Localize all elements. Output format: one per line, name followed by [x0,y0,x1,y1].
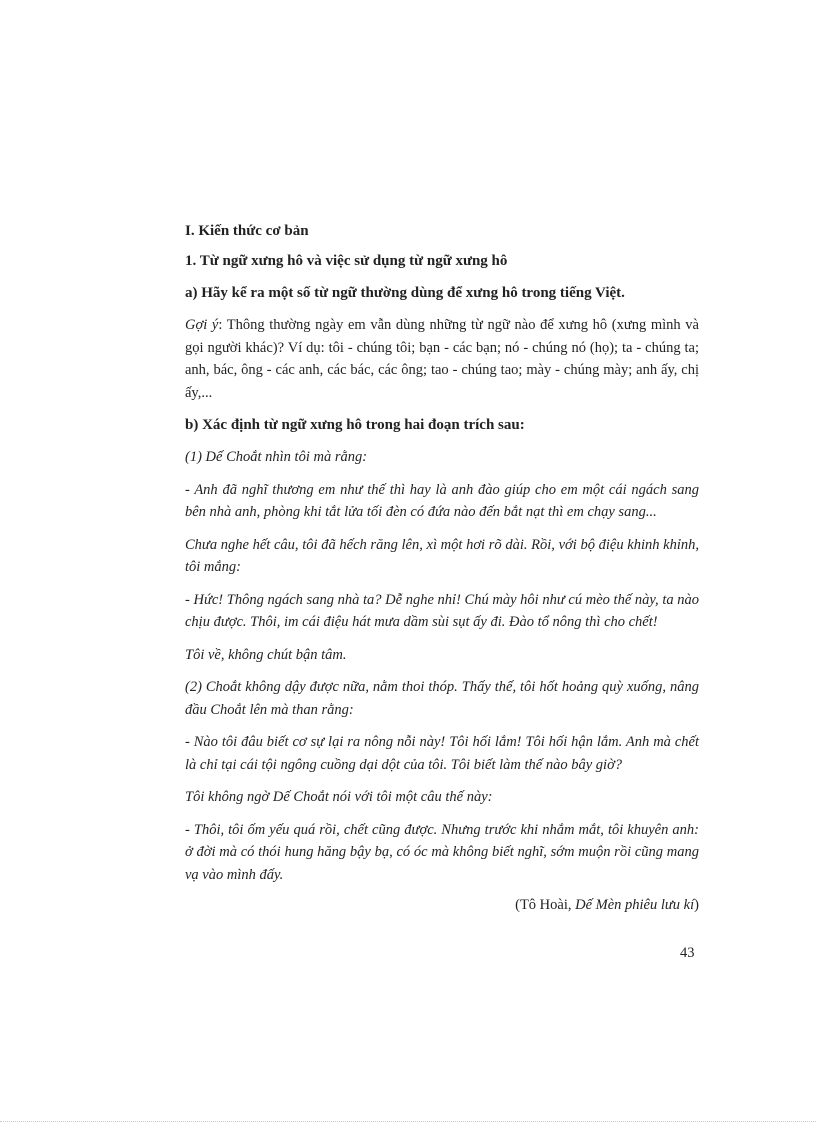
hint-label: Gợi ý [185,317,219,333]
passage1-line: - Anh đã nghĩ thương em như thế thì hay là anh đào giúp cho em một cái ngách sang bên nhà anh, phòng khi tắt lửa tối đèn có đứa nào đến bắt nạt thì em chạy sang... [185,481,699,520]
passage1-line: (1) Dế Choắt nhìn tôi mà rằng: [185,449,368,465]
source-prefix: (Tô Hoài, [515,897,576,913]
hint-paragraph [185,314,699,404]
passage1-line: Chưa nghe hết câu, tôi đã hếch răng lên, xì một hơi rõ dài. Rồi, với bộ điệu khinh khỉnh, tôi mắng: [185,536,699,575]
source-citation [185,894,699,916]
source-suffix: ) [694,897,699,913]
passage2-line: - Nào tôi đâu biết cơ sự lại ra nông nỗi này! Tôi hối lắm! Tôi hối hận lắm. Anh mà chết là chỉ tại cái tội ngông cuồng dại dột của tôi. Tôi biết làm thế nào bây giờ? [185,734,699,773]
passage2-line: Tôi không ngờ Dế Choắt nói với tôi một câu thế này: [185,789,493,805]
task-b-heading: b) Xác định từ ngữ xưng hô trong hai đoạn trích sau: [185,417,525,433]
task-a-heading: a) Hãy kể ra một số từ ngữ thường dùng để xưng hô trong tiếng Việt. [185,285,625,301]
hint-text: : Thông thường ngày em vẫn dùng những từ ngữ nào để xưng hô (xưng mình và gọi người khác)? Ví dụ: tôi - chúng tôi; bạn - các bạn; nó - chúng nó (họ); ta - chúng ta; anh, bác, ông - các anh, các bác, các ông; tao - chúng tao; mày - chúng mày; anh ấy, chị ấy,... [185,317,699,401]
passage2-line: - Thôi, tôi ốm yếu quá rồi, chết cũng được. Nhưng trước khi nhắm mắt, tôi khuyên anh: ở đời mà có thói hung hăng bậy bạ, có óc mà không biết nghĩ, sớm muộn rồi cũng mang vạ vào mình đấy. [185,821,699,883]
passage1-line: - Hức! Thông ngách sang nhà ta? Dễ nghe nhỉ! Chú mày hôi như cú mèo thế này, ta nào chịu được. Thôi, im cái điệu hát mưa dầm sùi sụt ấy đi. Đào tổ nông thì cho chết! [185,591,699,630]
bottom-divider [0,1121,816,1122]
section-title: I. Kiến thức cơ bản [185,223,309,239]
passage2-line: (2) Choắt không dậy được nữa, nằm thoi thóp. Thấy thế, tôi hốt hoảng quỳ xuống, nâng đầu Choắt lên mà than rằng: [185,679,699,718]
passage1-line: Tôi về, không chút bận tâm. [185,646,347,663]
page-content [185,220,699,916]
page-number: 43 [680,945,695,961]
source-title: Dế Mèn phiêu lưu kí [575,897,695,913]
subsection-title: 1. Từ ngữ xưng hô và việc sử dụng từ ngữ xưng hô [185,253,508,269]
